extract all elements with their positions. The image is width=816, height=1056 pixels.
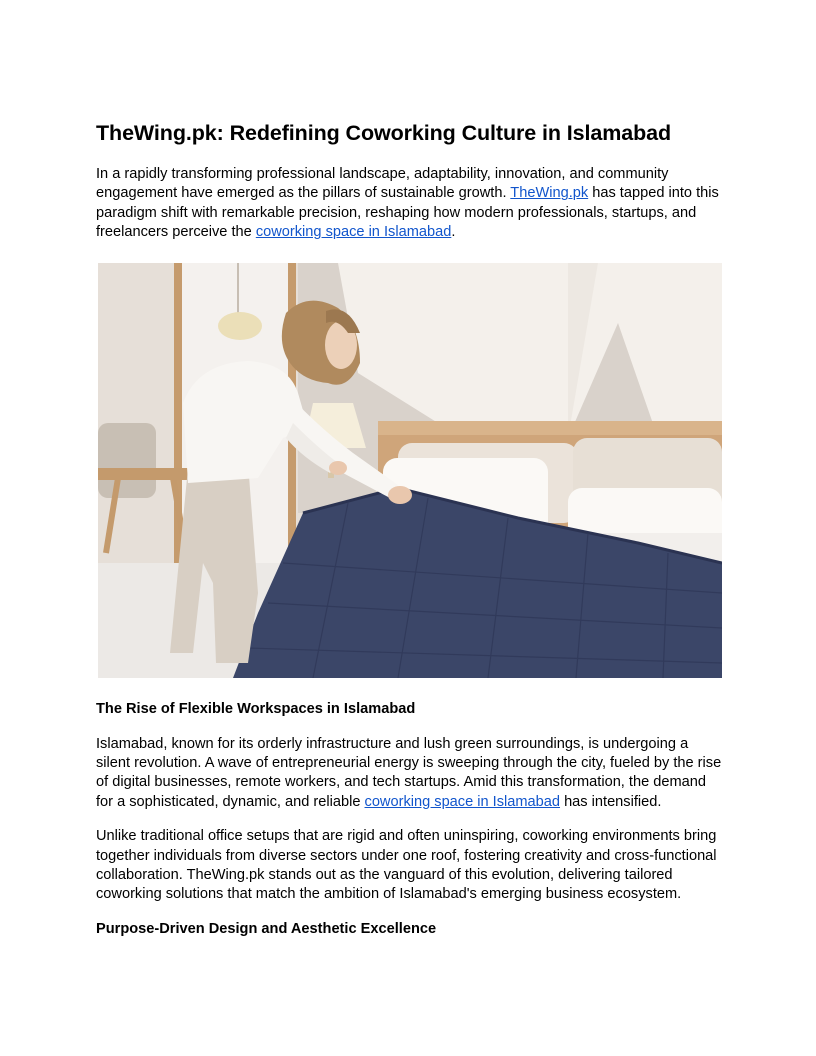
thewing-link[interactable]: TheWing.pk [510, 185, 589, 202]
intro-text-2: has tapped into this paradigm shift with remarkable precision, reshaping how modern professionals, startups, and freelancers perceive the [96, 185, 719, 241]
article [96, 118, 726, 939]
intro-paragraph [96, 165, 726, 243]
intro-text-1: In a rapidly transforming professional landscape, adaptability, innovation, and community engagement have emerged as the pillars of sustainable growth. [96, 166, 669, 202]
coworking-link-section1[interactable]: coworking space in Islamabad [364, 793, 561, 810]
bedroom-photo [98, 263, 722, 678]
section1-paragraph-2: Unlike traditional office setups that are rigid and often uninspiring, coworking environments bring together individuals from diverse sectors under one roof, fostering creativity and cross-functional collaboration. TheWing.pk stands out as the vanguard of this evolution, delivering tailored coworking solutions that match the ambition of Islamabad's emerging business ecosystem. [96, 828, 717, 903]
coworking-link-intro[interactable]: coworking space in Islamabad [255, 224, 452, 241]
section1-text-1: Islamabad, known for its orderly infrastructure and lush green surroundings, is undergoing a silent revolution. A wave of entrepreneurial energy is sweeping through the city, fueled by the rise of digital businesses, remote workers, and tech startups. Amid this transformation, the demand for a sophisticated, dynamic, and reliable [96, 735, 722, 810]
section-heading-rise: The Rise of Flexible Workspaces in Islamabad [96, 700, 416, 717]
section-heading-design: Purpose-Driven Design and Aesthetic Excellence [96, 920, 437, 937]
section1-text-2: has intensified. [560, 793, 662, 810]
intro-text-3: . [451, 224, 456, 241]
article-title: TheWing.pk: Redefining Coworking Culture in Islamabad [96, 121, 672, 145]
section1-paragraph-1 [96, 735, 726, 813]
